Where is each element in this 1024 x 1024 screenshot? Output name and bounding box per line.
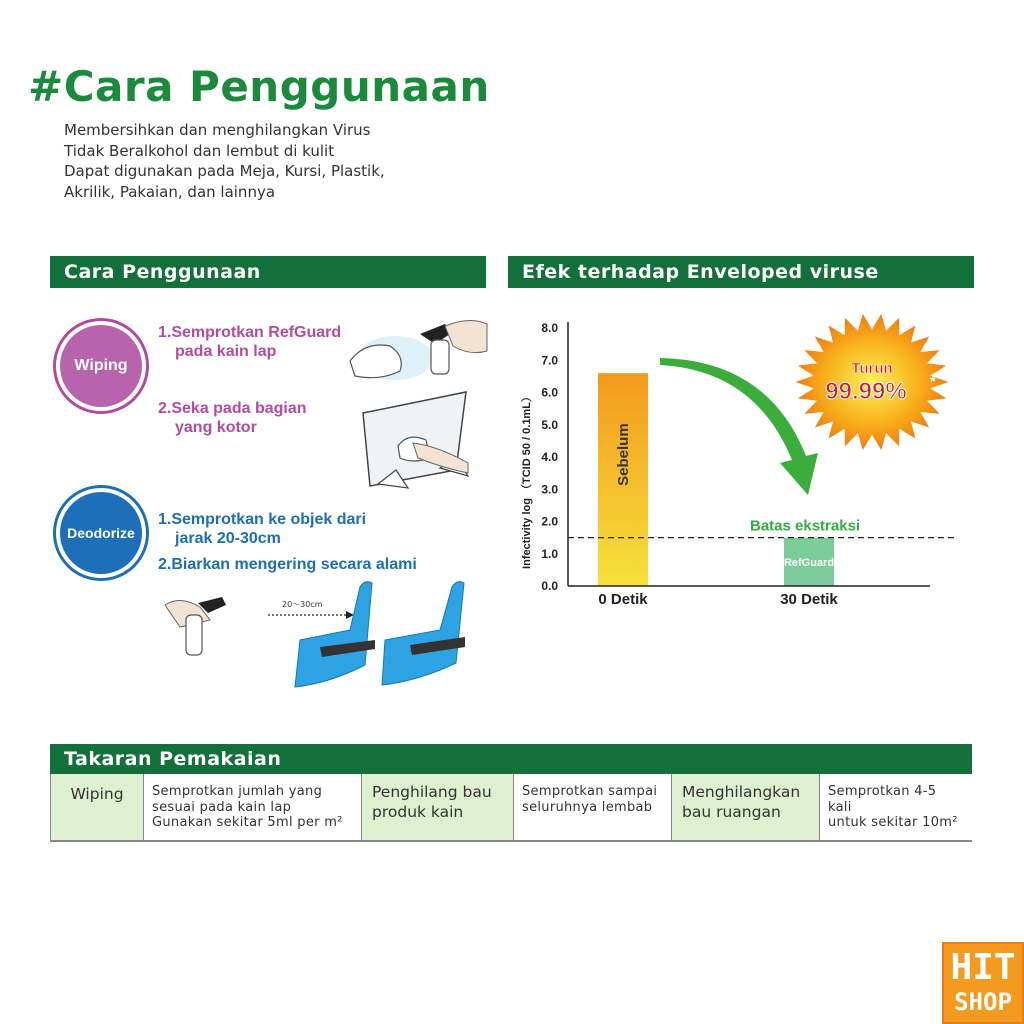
dosage-label-line: Wiping <box>70 785 124 803</box>
dosage-label-line: Penghilang bau <box>372 783 492 801</box>
deodorize-badge <box>53 485 149 581</box>
badge-line2: 99.99% <box>825 378 907 405</box>
dosage-text-line: Semprotkan jumlah yang <box>152 784 323 799</box>
intro-line: Dapat digunakan pada Meja, Kursi, Plastik, <box>64 162 385 180</box>
wiping-step1: 1.Semprotkan RefGuard <box>158 324 342 341</box>
intro-line: Tidak Beralkohol dan lembut di kulit <box>64 141 335 160</box>
wiping-step2-cont: yang kotor <box>175 419 257 436</box>
dosage-text-room <box>820 774 972 840</box>
y-tick-label: 5.0 <box>541 417 558 432</box>
effect-header: Efek terhadap Enveloped viruse <box>508 256 974 288</box>
intro-line: Membersihkan dan menghilangkan Virus <box>64 121 371 139</box>
threshold-label: Batas ekstraksi <box>750 517 861 535</box>
y-tick-label: 8.0 <box>541 321 558 335</box>
dosage-text-line: seluruhnya lembab <box>522 799 653 815</box>
bar-inner-label: RefGuard <box>783 556 835 569</box>
logo-line2: SHOP <box>954 988 1012 1016</box>
spray-chair-illustration <box>160 575 485 690</box>
dosage-label-room <box>672 774 820 840</box>
badge-mark: * <box>930 373 936 389</box>
usage-header: Cara Penggunaan <box>50 256 486 288</box>
y-tick-label: 2.0 <box>541 514 558 529</box>
wiping-badge-label: Wiping <box>60 325 142 407</box>
dosage-label-wiping <box>50 774 144 840</box>
dosage-text-line: Gunakan sekitar 5ml per m² <box>152 815 343 830</box>
dosage-text-fabric <box>514 774 672 840</box>
dosage-label-line: bau ruangan <box>682 803 781 821</box>
badge-line1: Turun <box>851 360 893 377</box>
y-tick-label: 7.0 <box>541 353 558 368</box>
deodorize-step1: 1.Semprotkan ke objek dari <box>158 511 367 528</box>
dosage-table <box>50 774 972 842</box>
y-axis-title: Infectivity log （TCID 50 / 0.1mL） <box>521 391 533 569</box>
y-tick-label: 3.0 <box>541 482 558 497</box>
x-category-label: 0 Detik <box>598 591 648 608</box>
starburst-badge <box>796 314 949 450</box>
deodorize-step2: 2.Biarkan mengering secara alami <box>158 556 417 573</box>
wiping-badge <box>53 318 149 414</box>
distance-label: 20〜30cm <box>282 600 323 609</box>
dosage-text-line: sesuai pada kain lap <box>152 799 292 815</box>
dosage-text-line: Semprotkan 4-5 kali <box>828 784 937 815</box>
dosage-label-fabric <box>362 774 514 840</box>
deodorize-step1-cont: jarak 20-30cm <box>175 530 281 547</box>
spray-cloth-illustration <box>345 316 490 386</box>
y-tick-label: 4.0 <box>541 450 558 464</box>
dosage-header: Takaran Pemakaian <box>50 744 972 774</box>
dosage-label-line: produk kain <box>372 803 464 821</box>
decrease-arrow-icon <box>660 358 818 495</box>
page-title: #Cara Penggunaan <box>28 62 490 111</box>
intro-text <box>64 120 385 202</box>
y-tick-label: 6.0 <box>541 385 558 400</box>
x-category-label: 30 Detik <box>780 591 838 608</box>
dosage-text-line: untuk sekitar 10m² <box>828 815 958 830</box>
y-tick-label: 1.0 <box>541 546 558 561</box>
intro-line: Akrilik, Pakaian, dan lainnya <box>64 182 276 201</box>
bar-inner-label: Sebelum <box>615 423 632 486</box>
virus-effect-chart <box>500 310 970 620</box>
wipe-surface-illustration <box>358 388 470 498</box>
wiping-step2: 2.Seka pada bagian <box>158 400 307 417</box>
wiping-step1-cont: pada kain lap <box>175 343 277 360</box>
hitshop-logo <box>942 942 1024 1024</box>
dosage-text-line: Semprotkan sampai <box>522 784 658 799</box>
dosage-label-line: Menghilangkan <box>682 783 801 801</box>
deodorize-badge-label: Deodorize <box>60 492 142 574</box>
dosage-text-wiping <box>144 774 362 840</box>
logo-line1: HIT <box>950 947 1016 988</box>
y-tick-label: 0.0 <box>541 579 558 593</box>
